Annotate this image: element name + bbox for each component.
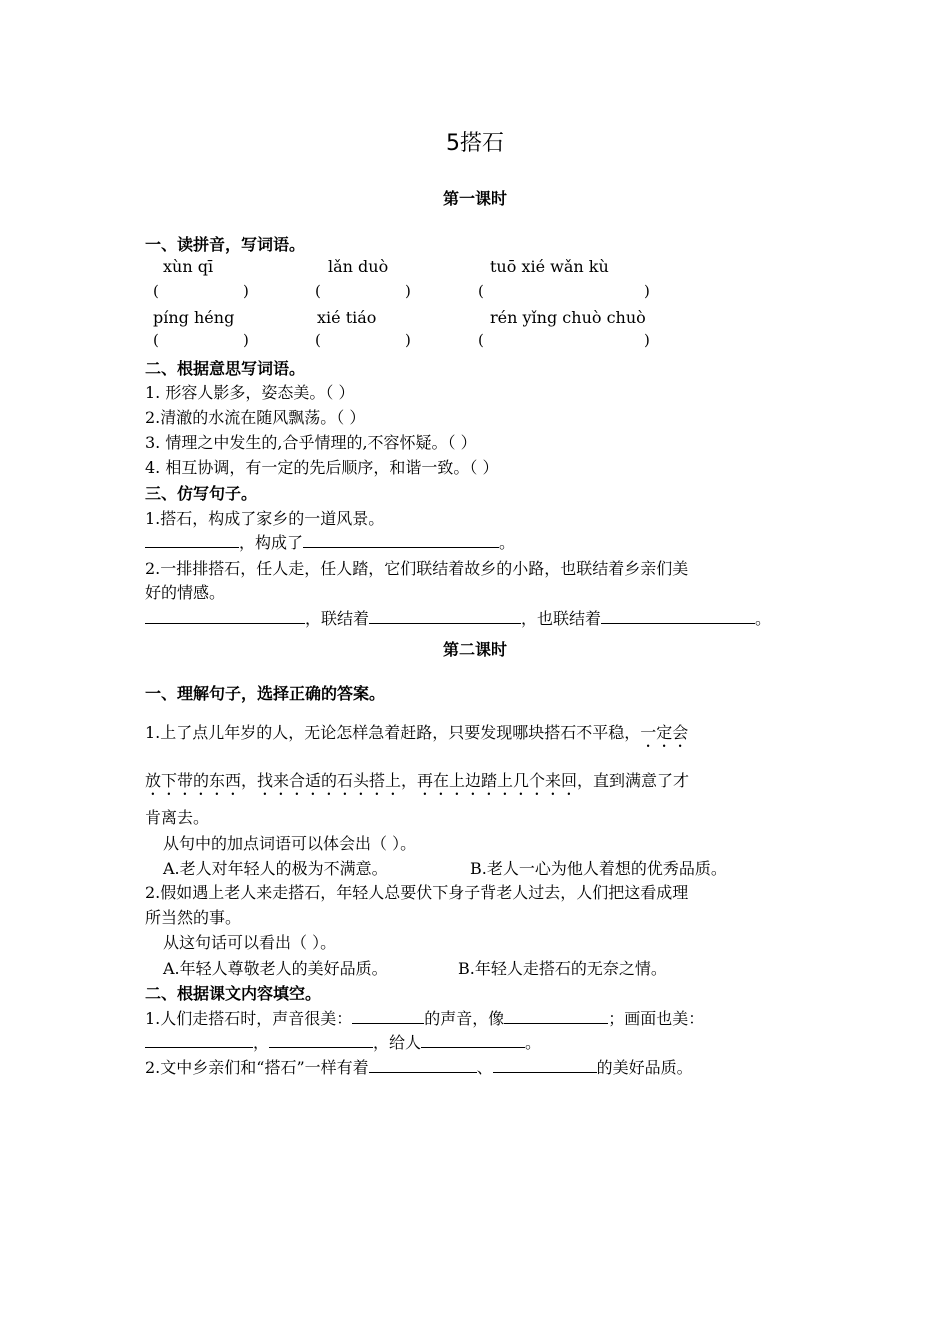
imitate-sentence-2-line-2: 好的情感。 [145,583,226,602]
dotted-words: 一定会 [640,723,689,742]
pinyin-3: tuō xié wǎn kù [490,257,609,276]
section-pinyin-heading: 一、读拼音，写词语。 [145,235,306,254]
answer-box-open: ( [478,282,484,300]
blank-line[interactable] [421,1031,525,1048]
fill-item-1-line-1: 1.人们走搭石时，声音很美： 的声音，像 ；画面也美： [145,1009,705,1028]
answer-box-close: ) [644,282,650,300]
section-meaning-heading: 二、根据意思写词语。 [145,359,306,378]
pinyin-4: píng héng [153,308,235,327]
blank-line[interactable] [303,531,499,548]
answer-box-open: ( [478,331,484,349]
fill-item-2: 2.文中乡亲们和“搭石”一样有着 、 的美好品质。 [145,1058,693,1077]
blank-line[interactable] [601,607,755,624]
blank-line[interactable] [269,1031,373,1048]
pinyin-2: lǎn duò [328,257,389,276]
question-1-line-2: 放下带的东西，找来合适的石头搭上，再在上边踏上几个来回，直到满意了才 [145,771,690,790]
pinyin-6: rén yǐng chuò chuò [490,308,646,327]
answer-box-open: ( [315,282,321,300]
question-2-option-b[interactable]: B.年轻人走搭石的无奈之情。 [458,959,667,978]
lesson-one-heading: 第一课时 [442,189,507,208]
question-2-line-2: 所当然的事。 [145,908,242,927]
blank-line[interactable] [145,531,239,548]
question-2-line-1: 2.假如遇上老人来走搭石，年轻人总要伏下身子背老人过去，人们把这看成理 [145,883,689,902]
question-1-prompt: 从句中的加点词语可以体会出（ ）。 [163,834,417,853]
answer-box-close: ) [405,282,411,300]
section-understand-heading: 一、理解句子，选择正确的答案。 [145,684,386,703]
question-2-option-a[interactable]: A.年轻人尊敬老人的美好品质。 [163,959,388,978]
blank-line[interactable] [145,607,305,624]
imitate-answer-2: ，联结着 ，也联结着 。 [145,606,771,629]
blank-line[interactable] [369,1056,477,1073]
blank-line[interactable] [369,607,521,624]
fill-item-1-line-2: ， ，给人 。 [145,1030,541,1053]
answer-box-close: ) [405,331,411,349]
question-1-line-3: 肯离去。 [145,808,210,827]
answer-box-open: ( [153,282,159,300]
blank-line[interactable] [493,1056,597,1073]
meaning-item-2: 2.清澈的水流在随风飘荡。（ ） [145,408,366,427]
pinyin-5: xié tiáo [317,308,377,327]
answer-box-open: ( [153,331,159,349]
section-fill-heading: 二、根据课文内容填空。 [145,984,322,1003]
question-2-prompt: 从这句话可以看出（ ）。 [163,933,337,952]
lesson-two-heading: 第二课时 [442,640,507,659]
question-1-option-b[interactable]: B.老人一心为他人着想的优秀品质。 [470,859,727,878]
imitate-sentence-1: 1.搭石，构成了家乡的一道风景。 [145,509,385,528]
pinyin-1: xùn qī [163,257,214,276]
section-imitate-heading: 三、仿写句子。 [145,484,258,503]
meaning-item-3: 3. 情理之中发生的,合乎情理的,不容怀疑。（ ） [145,433,477,452]
question-1-option-a[interactable]: A.老人对年轻人的极为不满意。 [163,859,388,878]
question-1-line-1: 1.上了点儿年岁的人，无论怎样急着赶路，只要发现哪块搭石不平稳，一定会 [145,723,689,742]
answer-box-close: ) [243,282,249,300]
meaning-item-4: 4. 相互协调，有一定的先后顺序，和谐一致。（ ） [145,458,499,477]
meaning-item-1: 1. 形容人影多，姿态美。（ ） [145,383,355,402]
answer-box-close: ) [644,331,650,349]
blank-line[interactable] [145,1031,253,1048]
blank-line[interactable] [504,1007,608,1024]
answer-box-close: ) [243,331,249,349]
page-title: 5搭石 [446,131,504,156]
imitate-answer-1: ，构成了 。 [145,530,515,553]
blank-line[interactable] [352,1007,424,1024]
answer-box-open: ( [315,331,321,349]
imitate-sentence-2-line-1: 2.一排排搭石，任人走，任人踏，它们联结着故乡的小路，也联结着乡亲们美 [145,559,689,578]
